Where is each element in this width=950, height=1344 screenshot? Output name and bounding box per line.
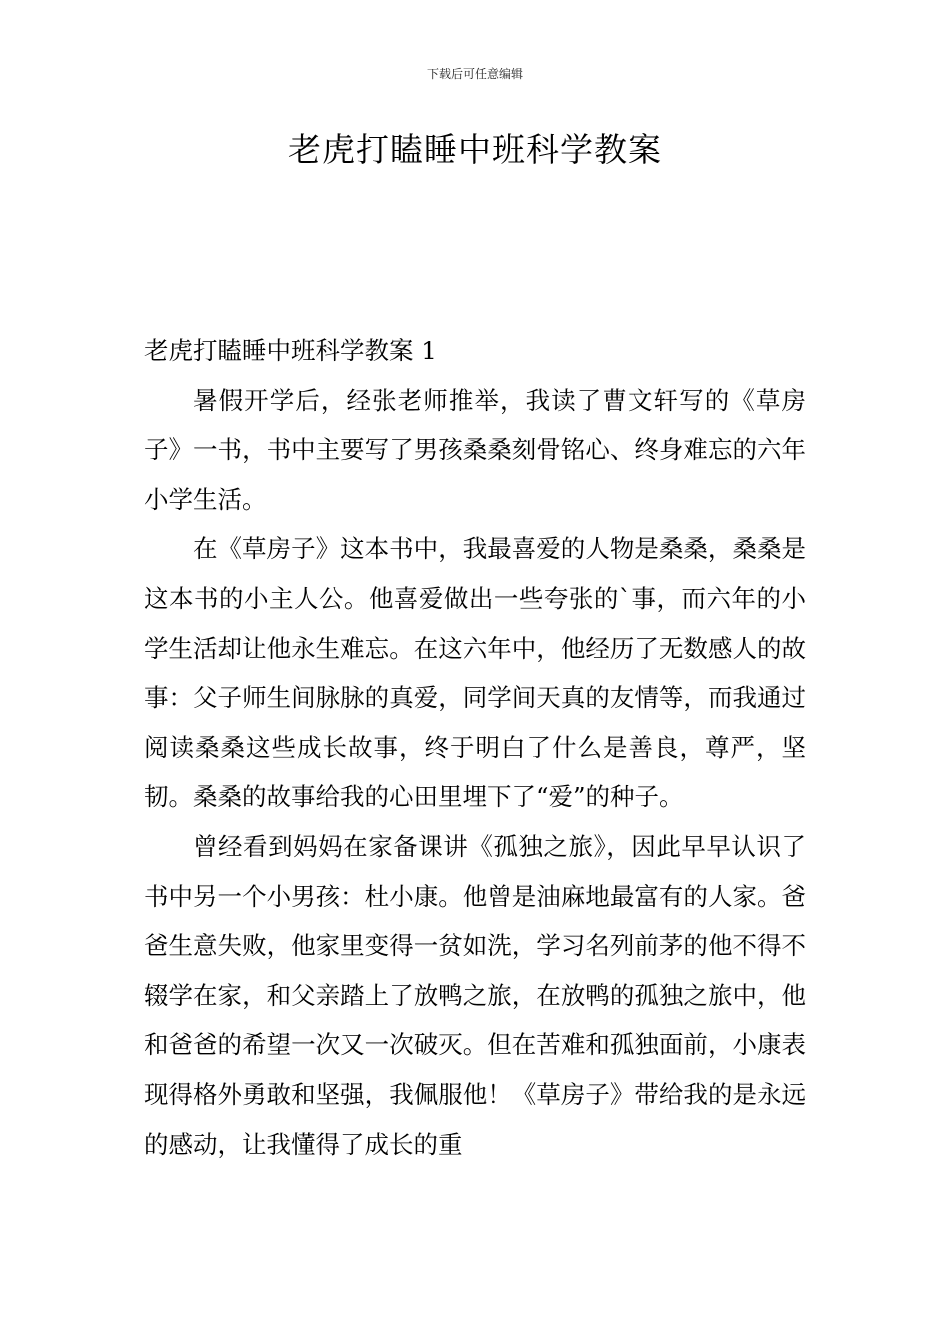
document-title: 老虎打瞌睡中班科学教案 xyxy=(288,130,662,169)
header-note: 下载后可任意编辑 xyxy=(426,67,523,81)
paragraph-1: 暑假开学后，经张老师推举，我读了曹文轩写的《草房子》一书，书中主要写了男孩桑桑刻骨铭心、终身难忘的六年小学生活。 xyxy=(144,385,806,514)
section-heading: 老虎打瞌睡中班科学教案 1 xyxy=(144,336,437,365)
paragraph-3: 曾经看到妈妈在家备课讲《孤独之旅》，因此早早认识了书中另一个小男孩：杜小康。他曾是油麻地最富有的人家。爸爸生意失败，他家里变得一贫如洗，学习名列前茅的他不得不辍学在家，和父亲踏上了放鸭之旅，在放鸭的孤独之旅中，他和爸爸的希望一次又一次破灭。但在苦难和孤独面前，小康表现得格外勇敢和坚强，我佩服他！《草房子》带给我的是永远的感动，让我懂得了成长的重 xyxy=(144,831,806,1159)
paragraph-2: 在《草房子》这本书中，我最喜爱的人物是桑桑，桑桑是这本书的小主人公。他喜爱做出一些夸张的`事，而六年的小学生活却让他永生难忘。在这六年中，他经历了无数感人的故事：父子师生间脉脉的真爱，同学间天真的友情等，而我通过阅读桑桑这些成长故事，终于明白了什么是善良，尊严，坚韧。桑桑的故事给我的心田里埋下了“爱”的种子。 xyxy=(144,534,806,812)
document-body xyxy=(144,326,806,1169)
